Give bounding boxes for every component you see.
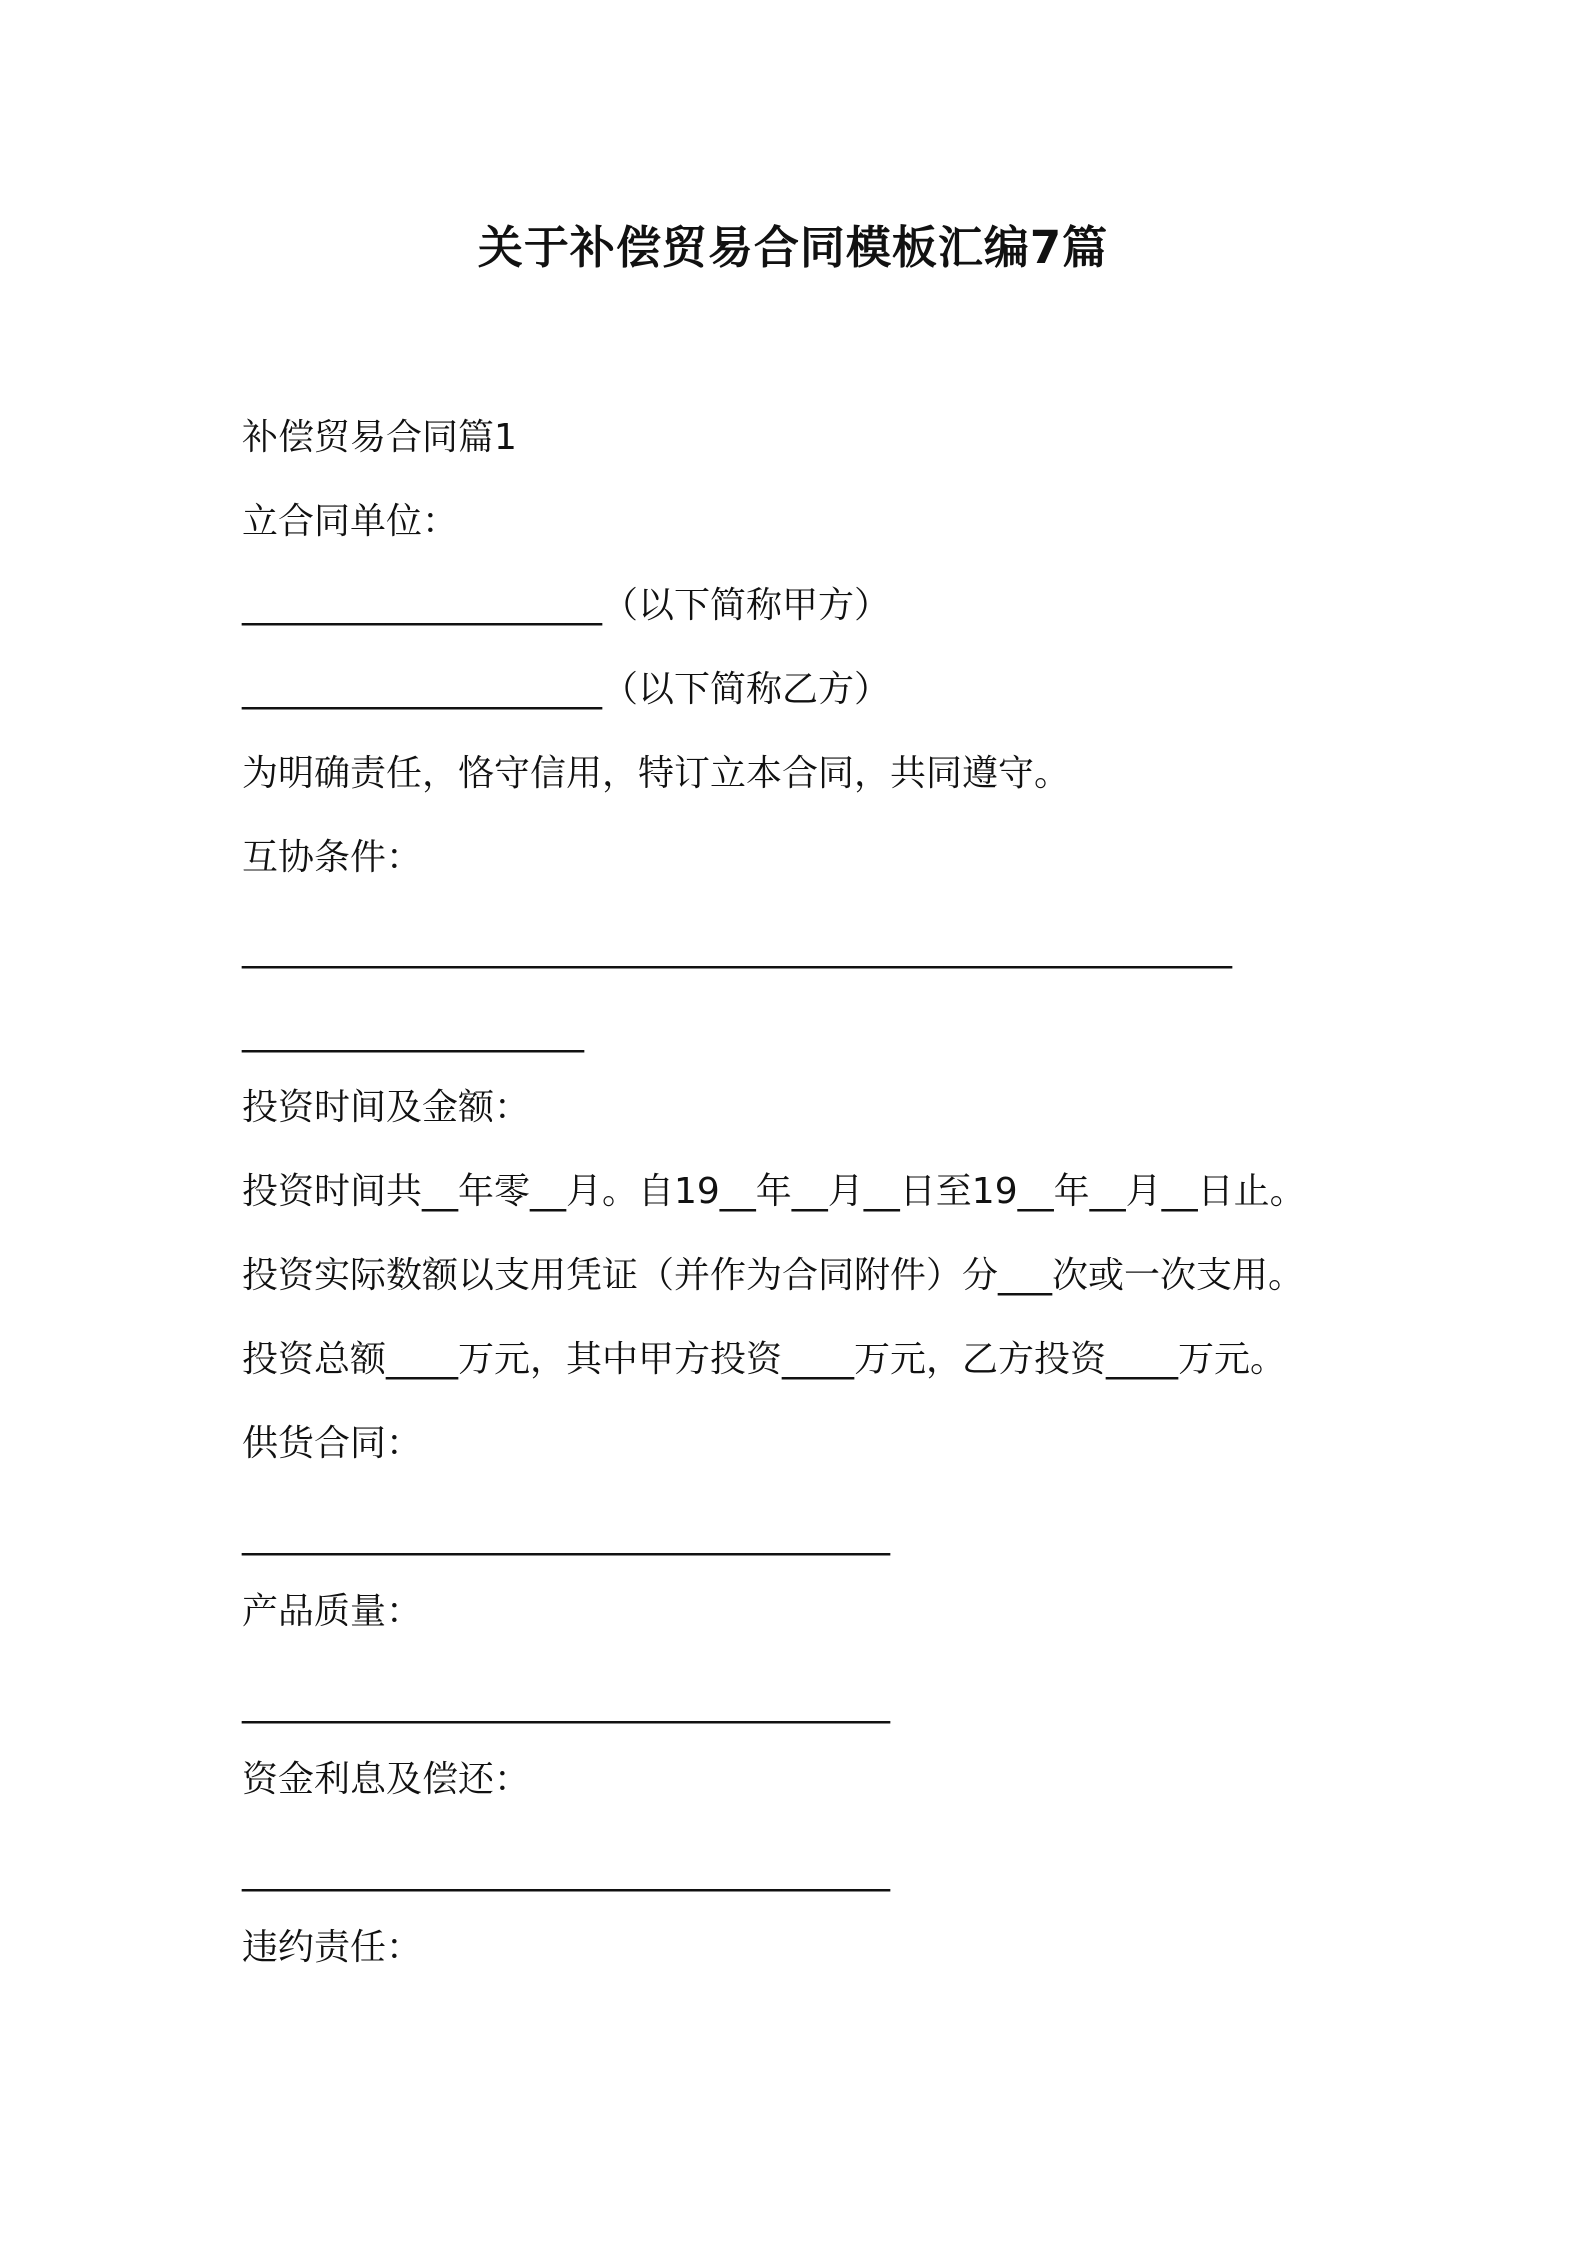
document-title: 关于补偿贸易合同模板汇编7篇	[477, 221, 1109, 274]
blank-line: ___________________	[242, 1012, 584, 1053]
breach-liability-label: 违约责任：	[242, 1927, 423, 1968]
preamble-text: 为明确责任，恪守信用，特订立本合同，共同遵守。	[242, 753, 1071, 794]
contract-parties-label: 立合同单位：	[242, 501, 459, 542]
blank-line: ____________________________________	[242, 1683, 890, 1724]
funds-interest-label: 资金利息及偿还：	[242, 1759, 531, 1800]
party-b-line: ____________________（以下简称乙方）	[242, 669, 891, 710]
blank-line: _______________________________________________________	[242, 928, 1232, 969]
mutual-terms-label: 互协条件：	[242, 837, 423, 878]
blank-line: ____________________________________	[242, 1851, 890, 1892]
investment-period-text: 投资时间共__年零__月。自19__年__月__日至19__年__月__日止。	[242, 1171, 1306, 1212]
blank-line: ____________________________________	[242, 1515, 890, 1556]
supply-contract-label: 供货合同：	[242, 1423, 423, 1464]
party-a-line: ____________________（以下简称甲方）	[242, 585, 891, 626]
investment-amount-text: 投资实际数额以支用凭证（并作为合同附件）分___次或一次支用。	[242, 1255, 1305, 1296]
investment-heading: 投资时间及金额：	[242, 1087, 531, 1128]
investment-total-text: 投资总额____万元，其中甲方投资____万元，乙方投资____万元。	[242, 1339, 1287, 1380]
section-heading: 补偿贸易合同篇1	[242, 417, 517, 458]
product-quality-label: 产品质量：	[242, 1591, 423, 1632]
